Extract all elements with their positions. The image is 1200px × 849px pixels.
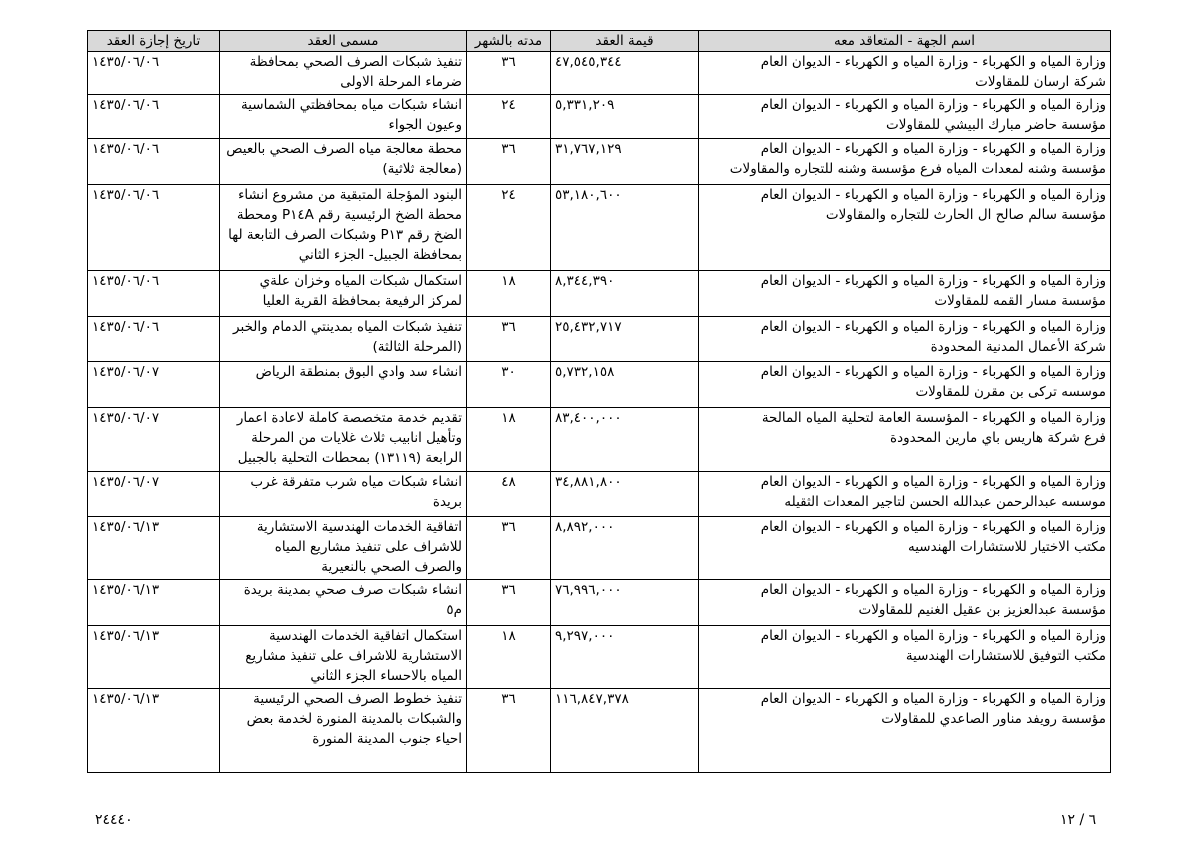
table-row: [88, 517, 1111, 580]
header-duration: مدته بالشهر: [467, 31, 551, 52]
contract-duration: ٣٦: [467, 317, 551, 362]
contract-name: استكمال اتفاقية الخدمات الهندسية الاستشارية للاشراف على تنفيذ مشاريع المياه بالاحساء الجزء الثاني: [220, 626, 467, 689]
entity-cell: [699, 362, 1111, 408]
entity-cell: [699, 472, 1111, 517]
approval-date: ١٤٣٥/٠٦/١٣: [88, 517, 220, 580]
entity-contractor: فرع شركة هاريس باي مارين المحدودة: [890, 430, 1106, 446]
table-row: [88, 185, 1111, 271]
entity-ministry: وزارة المياه و الكهرباء - وزارة المياه و الكهرباء - الديوان العام: [760, 273, 1106, 289]
entity-ministry: وزارة المياه و الكهرباء - وزارة المياه و الكهرباء - الديوان العام: [760, 691, 1106, 707]
table-row: [88, 362, 1111, 408]
entity-contractor: شركة الأعمال المدنية المحدودة: [930, 339, 1106, 355]
approval-date: ١٤٣٥/٠٦/٠٧: [88, 408, 220, 472]
entity-ministry: وزارة المياه و الكهرباء - المؤسسة العامة لتحلية المياه المالحة: [761, 410, 1106, 426]
approval-date: ١٤٣٥/٠٦/١٣: [88, 626, 220, 689]
table-row: [88, 472, 1111, 517]
entity-contractor: مؤسسة رويفد مناور الصاعدي للمقاولات: [881, 711, 1106, 727]
header-contract-name: مسمى العقد: [220, 31, 467, 52]
entity-ministry: وزارة المياه و الكهرباء - وزارة المياه و الكهرباء - الديوان العام: [760, 319, 1106, 335]
contract-name: تقديم خدمة متخصصة كاملة لاعادة اعمار وتأهيل انابيب ثلاث غلايات من المرحلة الرابعة (١٣١١٩) بمحطات التحلية بالجبيل: [220, 408, 467, 472]
entity-contractor: مكتب الاختيار للاستشارات الهندسيه: [907, 539, 1106, 555]
approval-date: ١٤٣٥/٠٦/٠٦: [88, 52, 220, 95]
approval-date: ١٤٣٥/٠٦/٠٦: [88, 271, 220, 317]
contract-name: انشاء سد وادي البوق بمنطقة الرياض: [220, 362, 467, 408]
contract-value: ٣١,٧٦٧,١٢٩: [551, 139, 699, 185]
approval-date: ١٤٣٥/٠٦/٠٦: [88, 95, 220, 139]
contract-value: ٥,٣٣١,٢٠٩: [551, 95, 699, 139]
contract-value: ١١٦,٨٤٧,٣٧٨: [551, 689, 699, 773]
document-number: ٢٤٤٤٠: [95, 812, 133, 828]
entity-contractor: موسسه تركى بن مقرن للمقاولات: [915, 384, 1106, 400]
contract-name: انشاء شبكات صرف صحي بمدينة بريدة م٥: [220, 580, 467, 626]
contract-value: ٥٣,١٨٠,٦٠٠: [551, 185, 699, 271]
entity-ministry: وزارة المياه و الكهرباء - وزارة المياه و الكهرباء - الديوان العام: [760, 54, 1106, 70]
contract-value: ٥,٧٣٢,١٥٨: [551, 362, 699, 408]
entity-cell: [699, 626, 1111, 689]
entity-contractor: شركة ارسان للمقاولات: [975, 74, 1106, 90]
entity-cell: [699, 95, 1111, 139]
approval-date: ١٤٣٥/٠٦/١٣: [88, 689, 220, 773]
contract-value: ٧٦,٩٩٦,٠٠٠: [551, 580, 699, 626]
contract-duration: ٣٦: [467, 517, 551, 580]
contract-duration: ٢٤: [467, 95, 551, 139]
header-entity: اسم الجهة - المتعاقد معه: [699, 31, 1111, 52]
contract-value: ٨٣,٤٠٠,٠٠٠: [551, 408, 699, 472]
table-header-row: [88, 31, 1111, 52]
contract-name: تنفيذ خطوط الصرف الصحي الرئيسية والشبكات بالمدينة المنورة لخدمة بعض احياء جنوب المدينة المنورة: [220, 689, 467, 773]
table-row: [88, 139, 1111, 185]
table-row: [88, 689, 1111, 773]
contract-name: انشاء شبكات مياه شرب متفرقة غرب بريدة: [220, 472, 467, 517]
table-row: [88, 271, 1111, 317]
entity-contractor: مؤسسة مسار القمه للمقاولات: [934, 293, 1106, 309]
entity-ministry: وزارة المياه و الكهرباء - وزارة المياه و الكهرباء - الديوان العام: [760, 97, 1106, 113]
contract-name: استكمال شبكات المياه وخزان علةي لمركز الرفيعة بمحافظة القرية العليا: [220, 271, 467, 317]
contract-duration: ١٨: [467, 408, 551, 472]
contracts-table: [87, 30, 1111, 773]
contract-name: انشاء شبكات مياه بمحافظتي الشماسية وعيون الجواء: [220, 95, 467, 139]
contract-duration: ١٨: [467, 271, 551, 317]
entity-cell: [699, 185, 1111, 271]
approval-date: ١٤٣٥/٠٦/٠٧: [88, 472, 220, 517]
contract-value: ٩,٢٩٧,٠٠٠: [551, 626, 699, 689]
contract-name: محطة معالجة مياه الصرف الصحي بالعيص (معالجة ثلاثية): [220, 139, 467, 185]
contract-name: اتفاقية الخدمات الهندسية الاستشارية للاشراف على تنفيذ مشاريع المياه والصرف الصحي بالنعيرية: [220, 517, 467, 580]
table-row: [88, 626, 1111, 689]
entity-ministry: وزارة المياه و الكهرباء - وزارة المياه و الكهرباء - الديوان العام: [760, 364, 1106, 380]
contract-name: تنفيذ شبكات المياه بمدينتي الدمام والخبر (المرحلة الثالثة): [220, 317, 467, 362]
entity-ministry: وزارة المياه و الكهرباء - وزارة المياه و الكهرباء - الديوان العام: [760, 187, 1106, 203]
contract-value: ٤٧,٥٤٥,٣٤٤: [551, 52, 699, 95]
header-approval-date: تاريخ إجازة العقد: [88, 31, 220, 52]
table-row: [88, 52, 1111, 95]
table-row: [88, 580, 1111, 626]
table-row: [88, 95, 1111, 139]
contract-duration: ٣٦: [467, 52, 551, 95]
entity-cell: [699, 52, 1111, 95]
contract-duration: ١٨: [467, 626, 551, 689]
page-number: ٦ / ١٢: [1060, 812, 1097, 828]
contract-duration: ٤٨: [467, 472, 551, 517]
entity-ministry: وزارة المياه و الكهرباء - وزارة المياه و الكهرباء - الديوان العام: [760, 582, 1106, 598]
entity-cell: [699, 317, 1111, 362]
entity-ministry: وزارة المياه و الكهرباء - وزارة المياه و الكهرباء - الديوان العام: [760, 519, 1106, 535]
contract-value: ٨,٣٤٤,٣٩٠: [551, 271, 699, 317]
entity-cell: [699, 689, 1111, 773]
approval-date: ١٤٣٥/٠٦/٠٦: [88, 317, 220, 362]
contract-duration: ٣٦: [467, 580, 551, 626]
entity-cell: [699, 139, 1111, 185]
entity-contractor: مؤسسة سالم صالح ال الحارث للتجاره والمقاولات: [825, 207, 1106, 223]
approval-date: ١٤٣٥/٠٦/١٣: [88, 580, 220, 626]
entity-contractor: مؤسسة وشنه لمعدات المياه فرع مؤسسة وشنه للتجاره والمقاولات: [729, 161, 1106, 177]
approval-date: ١٤٣٥/٠٦/٠٦: [88, 139, 220, 185]
entity-ministry: وزارة المياه و الكهرباء - وزارة المياه و الكهرباء - الديوان العام: [760, 141, 1106, 157]
table-row: [88, 408, 1111, 472]
entity-cell: [699, 580, 1111, 626]
entity-ministry: وزارة المياه و الكهرباء - وزارة المياه و الكهرباء - الديوان العام: [760, 474, 1106, 490]
approval-date: ١٤٣٥/٠٦/٠٦: [88, 185, 220, 271]
contract-value: ٨,٨٩٢,٠٠٠: [551, 517, 699, 580]
entity-cell: [699, 408, 1111, 472]
entity-cell: [699, 271, 1111, 317]
contract-value: ٣٤,٨٨١,٨٠٠: [551, 472, 699, 517]
entity-contractor: مكتب التوفيق للاستشارات الهندسية: [905, 648, 1106, 664]
header-value: قيمة العقد: [551, 31, 699, 52]
contract-name: البنود المؤجلة المتبقية من مشروع انشاء محطة الضخ الرئيسية رقم P١٤A ومحطة الضخ رقم P١٣ وشبكات الصرف التابعة لها بمحافظة الجبيل- الجزء الثاني: [220, 185, 467, 271]
contract-value: ٢٥,٤٣٢,٧١٧: [551, 317, 699, 362]
entity-cell: [699, 517, 1111, 580]
entity-contractor: مؤسسة عبدالعزيز بن عقيل الغنيم للمقاولات: [858, 602, 1106, 618]
contract-duration: ٣٦: [467, 139, 551, 185]
entity-ministry: وزارة المياه و الكهرباء - وزارة المياه و الكهرباء - الديوان العام: [760, 628, 1106, 644]
approval-date: ١٤٣٥/٠٦/٠٧: [88, 362, 220, 408]
contract-duration: ٣٦: [467, 689, 551, 773]
table-row: [88, 317, 1111, 362]
entity-contractor: مؤسسة حاضر مبارك البيشي للمقاولات: [886, 117, 1106, 133]
contract-duration: ٣٠: [467, 362, 551, 408]
entity-contractor: موسسه عبدالرحمن عبدالله الحسن لتاجير المعدات الثقيله: [784, 494, 1106, 510]
contract-duration: ٢٤: [467, 185, 551, 271]
contract-name: تنفيذ شبكات الصرف الصحي بمحافظة ضرماء المرحلة الاولى: [220, 52, 467, 95]
